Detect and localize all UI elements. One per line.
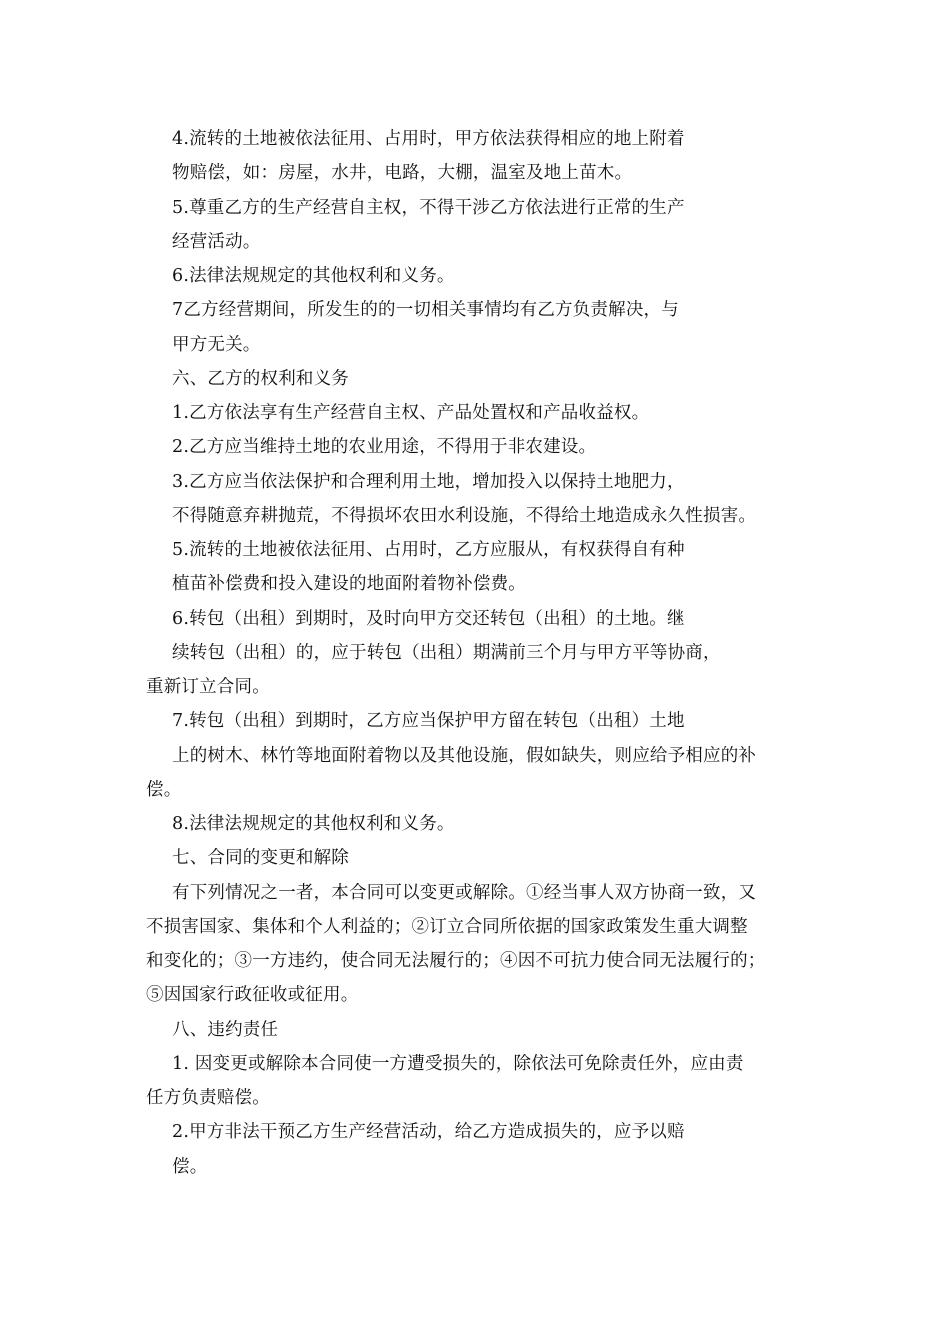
text-line: 1.乙方依法享有生产经营自主权、产品处置权和产品收益权。 (172, 403, 650, 423)
text-line: 5.流转的土地被依法征用、占用时，乙方应服从，有权获得自有种 (172, 540, 685, 560)
text-line: 5.尊重乙方的生产经营自主权，不得干涉乙方依法进行正常的生产 (172, 198, 685, 218)
text-line: 任方负责赔偿。 (146, 1088, 270, 1108)
text-line: 经营活动。 (172, 232, 261, 252)
section-heading: 六、乙方的权利和义务 (172, 369, 349, 389)
section-heading: 八、违约责任 (172, 1020, 279, 1040)
text-line: 7乙方经营期间，所发生的的一切相关事情均有乙方负责解决，与 (172, 300, 679, 320)
text-line: 偿。 (172, 1157, 208, 1177)
text-line: 物赔偿，如：房屋，水井，电路，大棚，温室及地上苗木。 (172, 163, 633, 183)
text-line: 不损害国家、集体和个人利益的；②订立合同所依据的国家政策发生重大调整 (146, 917, 748, 937)
text-line: 植苗补偿费和投入建设的地面附着物补偿费。 (172, 574, 526, 594)
text-line: ⑤因国家行政征收或征用。 (146, 985, 359, 1005)
text-line: 7.转包（出租）到期时，乙方应当保护甲方留在转包（出租）土地 (172, 711, 685, 731)
text-line: 偿。 (146, 780, 182, 800)
text-line: 不得随意弃耕抛荒，不得损坏农田水利设施，不得给土地造成永久性损害。 (172, 506, 757, 526)
text-line: 甲方无关。 (172, 335, 261, 355)
text-line: 6.转包（出租）到期时，及时向甲方交还转包（出租）的土地。继 (172, 609, 685, 629)
text-line: 上的树木、林竹等地面附着物以及其他设施，假如缺失，则应给予相应的补 (172, 746, 757, 766)
text-line: 续转包（出租）的，应于转包（出租）期满前三个月与甲方平等协商， (172, 643, 721, 663)
text-line: 3.乙方应当依法保护和合理利用土地，增加投入以保持土地肥力， (172, 472, 685, 492)
text-line: 2.乙方应当维持土地的农业用途，不得用于非农建设。 (172, 437, 597, 457)
text-line: 4.流转的土地被依法征用、占用时，甲方依法获得相应的地上附着 (172, 129, 685, 149)
text-line: 有下列情况之一者，本合同可以变更或解除。①经当事人双方协商一致，又 (172, 883, 757, 903)
text-line: 1. 因变更或解除本合同使一方遭受损失的，除依法可免除责任外，应由责 (172, 1054, 744, 1074)
text-line: 8.法律法规规定的其他权利和义务。 (172, 814, 455, 834)
section-heading: 七、合同的变更和解除 (172, 848, 349, 868)
text-line: 和变化的；③一方违约，使合同无法履行的；④因不可抗力使合同无法履行的； (146, 951, 766, 971)
text-line: 重新订立合同。 (146, 677, 270, 697)
text-line: 6.法律法规规定的其他权利和义务。 (172, 266, 455, 286)
text-line: 2.甲方非法干预乙方生产经营活动，给乙方造成损失的，应予以赔 (172, 1122, 685, 1142)
